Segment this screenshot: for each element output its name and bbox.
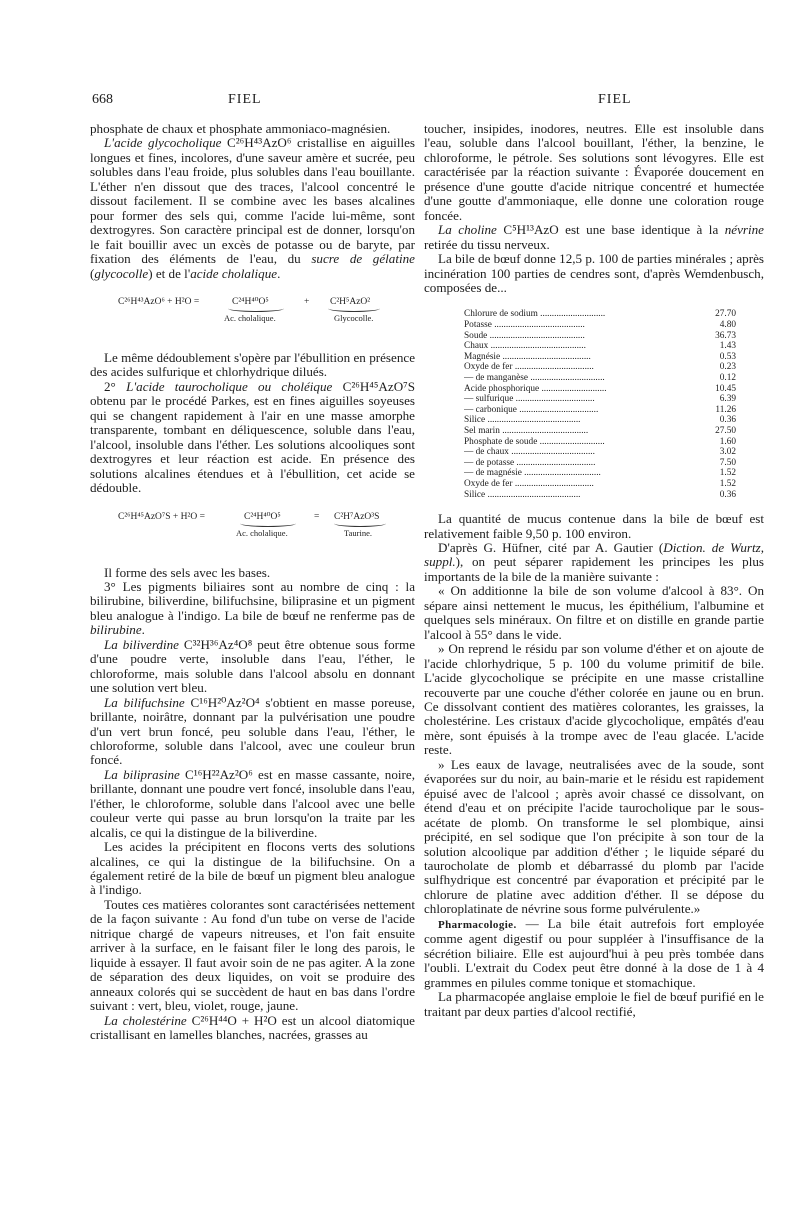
component-name: Magnésie ......................................: [464, 351, 591, 362]
eq-term: C²⁴H⁴⁰O⁵: [232, 296, 269, 307]
component-name: — sulfurique ..................................: [464, 394, 595, 405]
component-value: 11.26: [715, 404, 736, 415]
table-row: [464, 384, 736, 395]
term: névrine: [724, 222, 764, 238]
text: C²⁶H⁴⁵AzO⁷S obtenu par le procédé Parkes, est en fines aiguilles soyeuses qui se changent rapidement à l'air en une masse amorphe transparente, tombant en déliquescence, soluble dans l'eau, l'alcool, insoluble dans l'éther. Les solutions alcooliques sont dextrogyres et leur réaction est acide. En présence des solutions alcalines étendues et à l'ébullition, cet acide se dédouble.: [90, 378, 416, 496]
paragraph-cholesterine: [90, 1014, 415, 1043]
component-name: — de potasse ..................................: [464, 457, 596, 468]
eq-term: C²⁴H⁴⁰O⁵: [244, 511, 281, 522]
text: — La bile était autrefois fort employée comme agent digestif ou pour suppléer à l'insuffisance de la sécrétion biliaire. Elle est aujourd'hui à peu près tombée dans l'oubli. L'extrait du Codex peut être donné à la dose de 1 à 4 grammes en pilules comme tonique et stomachique.: [424, 915, 764, 990]
component-value: 0.53: [719, 351, 736, 362]
component-value: 1.52: [719, 478, 736, 489]
table-row: [464, 309, 736, 320]
eq-term: C²H⁵AzO²: [330, 296, 371, 307]
component-name: Oxyde de fer ..................................: [464, 478, 594, 489]
term: acide cholalique: [190, 265, 278, 281]
eq-term: C²⁶H⁴⁵AzO⁷S + H²O =: [118, 511, 205, 522]
paragraph-bilifuchsine: [90, 696, 415, 768]
running-header: [0, 92, 800, 112]
component-value: 3.02: [719, 447, 736, 458]
term: La cholestérine: [104, 1012, 187, 1028]
paragraph: Les acides la précipitent en flocons verts des solutions alcalines, ce qui la distingue de la bilifuchsine. On a également retiré de la bile de bœuf un pigment bleu analogue à l'indigo.: [90, 839, 415, 898]
term: bilirubine: [90, 622, 142, 638]
paragraph-glycocholique: [90, 136, 415, 281]
text: (: [90, 265, 95, 281]
text: .: [277, 265, 281, 281]
text: C²⁶H⁴⁴O + H²O est un alcool diatomique cristallisant en lamelles blanches, nacrées, grasses au: [90, 1012, 415, 1043]
section-heading: Pharmacologie.: [438, 918, 517, 931]
eq-term: C²⁶H⁴³AzO⁶ + H²O =: [118, 296, 200, 307]
paragraph: Il forme des sels avec les bases.: [104, 564, 271, 580]
paragraph-pigments: [90, 580, 415, 638]
table-row: [464, 320, 736, 331]
table-row: [464, 437, 736, 448]
text: C³²H³⁶Az⁴O⁸ peut être obtenue sous forme d'une poudre verte, insoluble dans l'eau, l'éther, le chloroforme, mais soluble dans l'alcool absolu en donnant une solution vert bleu.: [90, 636, 416, 696]
component-name: Chlorure de sodium ............................: [464, 309, 606, 320]
component-name: Oxyde de fer ..................................: [464, 362, 594, 373]
text: 2°: [104, 378, 127, 394]
table-row: [464, 447, 736, 458]
component-name: Chaux .........................................: [464, 341, 586, 352]
eq-term: =: [314, 511, 320, 522]
page-number: 668: [92, 92, 113, 107]
table-row: [464, 352, 736, 363]
component-name: — carbonique ..................................: [464, 404, 599, 415]
citation: Diction. de Wurtz, suppl.: [424, 540, 764, 570]
table-row: [464, 458, 736, 469]
term: glycocolle: [94, 265, 149, 281]
component-name: Soude .........................................: [464, 330, 585, 341]
component-value: 6.39: [719, 394, 736, 405]
text: C¹⁶H²²Az²O⁶ est en masse cassante, noire, brillante, donnant une poudre vert foncé, insoluble dans l'eau, l'éther, le chloroforme, soluble dans l'alcool avec une belle couleur verte qui passe au brun lorsqu'on la traite par les alcalis, ce qui la distingue de la biliverdine.: [90, 766, 415, 840]
component-name: Phosphate de soude ............................: [464, 436, 605, 447]
component-name: — de chaux ....................................: [464, 447, 595, 458]
paragraph-pharmacologie: [424, 917, 764, 990]
table-row: [464, 426, 736, 437]
paragraph: La quantité de mucus contenue dans la bile de bœuf est relativement faible 9,50 p. 100 environ.: [424, 511, 764, 541]
component-value: 7.50: [719, 457, 736, 468]
term: La biliverdine: [104, 636, 179, 652]
eq-term: C²H⁷AzO³S: [334, 511, 380, 522]
text: 3° Les pigments biliaires sont au nombre de cinq : la bilirubine, biliverdine, bilifuchsine, biliprasine et un pigment bleu analogue à l'indigo. La bile de bœuf ne renferme pas de: [90, 578, 415, 623]
paragraph: Toutes ces matières colorantes sont caractérisées nettement de la façon suivante : Au fond d'un tube on verse de l'acide nitrique chargé de vapeurs nitreuses, et l'on fait ensuite arriver à la surface, en le faisant filer le long des parois, le liquide à essayer. Il faut avoir soin de ne pas agiter. A la zone de séparation des deux liquides, on voit se produire des anneaux colorés qui se succèdent de haut en bas dans l'ordre suivant : vert, bleu, violet, rouge, jaune.: [90, 896, 415, 1014]
table-row: [464, 479, 736, 490]
component-value: 1.60: [719, 436, 736, 447]
component-name: Sel marin .....................................: [464, 425, 589, 436]
term: sucre de gélatine: [311, 251, 415, 267]
component-name: — de magnésie .................................: [464, 468, 601, 479]
eq-label: Ac. cholalique.: [224, 312, 276, 323]
paragraph: » On reprend le résidu par son volume d'éther et on ajoute de l'acide chlorhydrique, 5 p. 100 du volume primitif de bile. L'acide glycocholique se précipite en une masse cristalline recouverte par une couche d'éther colorée en jaune ou en brun. Ce dissolvant contient des matières colorantes, les graisses, la cholestérine. Les cristaux d'acide glycocholique, empâtés d'eau mère, sont épuisés à la trompe avec de l'eau glacée. L'acide reste.: [424, 641, 764, 758]
paragraph-biliprasine: [90, 768, 415, 840]
component-name: Potasse .......................................: [464, 320, 585, 331]
table-row: [464, 468, 736, 479]
ash-composition-table: [464, 309, 736, 500]
paragraph: toucher, insipides, inodores, neutres. Elle est insoluble dans l'eau, soluble dans l'alcool bouillant, l'éther, la benzine, le chloroforme, le pétrole. Ses solutions sont lévogyres. Elle est caractérisée par la réaction suivante : Évaporée doucement en présence d'une goutte d'acide nitrique concentré et humectée d'une goutte d'ammoniaque, elle donne une coloration rouge foncée.: [424, 121, 764, 223]
paragraph: « On additionne la bile de son volume d'alcool à 83°. On sépare ainsi nettement le mucus, les épithélium, l'albumine et quelques sels minéraux. On filtre et on distille en grande partie l'alcool à 55° dans le vide.: [424, 583, 764, 642]
paragraph-taurocholique: [90, 380, 415, 496]
running-head-left: FIEL: [228, 92, 262, 107]
component-value: 1.43: [719, 341, 736, 352]
text: .: [141, 622, 145, 638]
component-name: Silice ........................................: [464, 489, 581, 500]
component-value: 1.52: [719, 468, 736, 479]
paragraph: phosphate de chaux et phosphate ammoniaco-magnésien.: [90, 121, 391, 136]
paragraph-biliverdine: [90, 638, 415, 696]
table-row: [464, 373, 736, 384]
eq-label: Ac. cholalique.: [236, 527, 288, 538]
paragraph: La bile de bœuf donne 12,5 p. 100 de parties minérales ; après incinération 100 parties de cendres sont, d'après Wemdenbusch, composées de...: [424, 251, 764, 295]
text: C²⁶H⁴³AzO⁶ cristallise en aiguilles longues et fines, incolores, d'une saveur amère et sucrée, peu solubles dans l'eau froide, plus solubles dans l'eau bouillante. L'éther n'en dissout que des traces, l'alcool concentré le dissout facilement. Il se combine avec les bases alcalines pour former des sels qui, comme l'acide lui-même, sont dextrogyres. Son caractère principal est de donner, lorsqu'on le fait bouillir avec un excès de potasse ou de baryte, par fixation des éléments de l'eau, du: [90, 135, 416, 267]
component-name: Acide phosphorique ............................: [464, 383, 607, 394]
eq-label: Taurine.: [344, 527, 372, 538]
term: La biliprasine: [104, 766, 180, 782]
text: retirée du tissu nerveux.: [424, 236, 550, 252]
running-head-right: FIEL: [598, 92, 632, 107]
component-value: 36.73: [715, 330, 736, 341]
component-value: 27.70: [715, 309, 736, 320]
term: L'acide taurocholique ou choléique: [126, 378, 333, 394]
table-row: [464, 341, 736, 352]
left-column: [90, 122, 415, 1042]
table-row: [464, 362, 736, 373]
table-row: [464, 394, 736, 405]
paragraph: Le même dédoublement s'opère par l'ébullition en présence des acides sulfurique et chlorhydrique dilués.: [90, 349, 415, 380]
table-row: [464, 405, 736, 416]
term: La choline: [438, 222, 497, 238]
paragraph: » Les eaux de lavage, neutralisées avec de la soude, sont évaporées sur du noir, au bain-marie et le résidu est rapidement épuisé avec de l'alcool ; après avoir chassé ce dissolvant, on étend d'eau et on précipite l'acide taurocholique par le sous-acétate de plomb. On transforme le sel plombique, ainsi précipité, en sel sodique que l'on précipite à son tour de la solution alcoolique par addition d'éther ; le liquide séparé du taurocholate de plomb et débarrassé du plomb par l'acide sulfhydrique est concentré par évaporation et précipité par le chlorure de platine avec addition d'éther. Il se dépose du chloroplatinate de névrine sous forme pulvérulente.»: [424, 756, 764, 917]
text: D'après G. Hüfner, cité par A. Gautier (: [438, 540, 664, 556]
component-value: 4.80: [719, 320, 736, 331]
table-row: [464, 490, 736, 501]
component-value: 0.12: [719, 373, 736, 383]
text: C⁵H¹³AzO est une base identique à la: [496, 222, 725, 238]
term: La bilifuchsine: [104, 694, 185, 710]
eq-label: Glycocolle.: [334, 312, 374, 323]
term: L'acide glycocholique: [104, 135, 222, 151]
paragraph: La pharmacopée anglaise emploie le fiel de bœuf purifié en le traitant par deux parties d'alcool rectifié,: [424, 989, 764, 1019]
paragraph-hufner: [424, 541, 764, 584]
component-value: 0.36: [719, 489, 736, 500]
text: C¹⁶H²⁰Az²O⁴ s'obtient en masse poreuse, brillante, noirâtre, donnant par la pulvérisation une poudre d'un vert brun foncé, peu soluble dans l'eau, l'éther, le chloroforme, soluble dans l'alcool, avec une couleur brun foncé.: [90, 694, 415, 768]
text: ), on peut séparer rapidement les principes les plus importants de la bile de la manière suivante :: [424, 554, 764, 584]
component-value: 27.50: [715, 425, 736, 436]
component-value: 0.36: [719, 415, 736, 426]
right-column: [424, 122, 764, 1019]
paragraph-choline: [424, 223, 764, 252]
equation-1: [90, 295, 415, 341]
table-row: [464, 415, 736, 426]
component-value: 0.23: [719, 362, 736, 373]
eq-term: +: [304, 296, 310, 307]
table-row: [464, 331, 736, 342]
component-name: — de manganèse ................................: [464, 373, 605, 383]
component-value: 10.45: [715, 383, 736, 394]
text: ) et de l': [148, 265, 191, 281]
equation-2: [90, 510, 415, 556]
component-name: Silice ........................................: [464, 415, 581, 426]
